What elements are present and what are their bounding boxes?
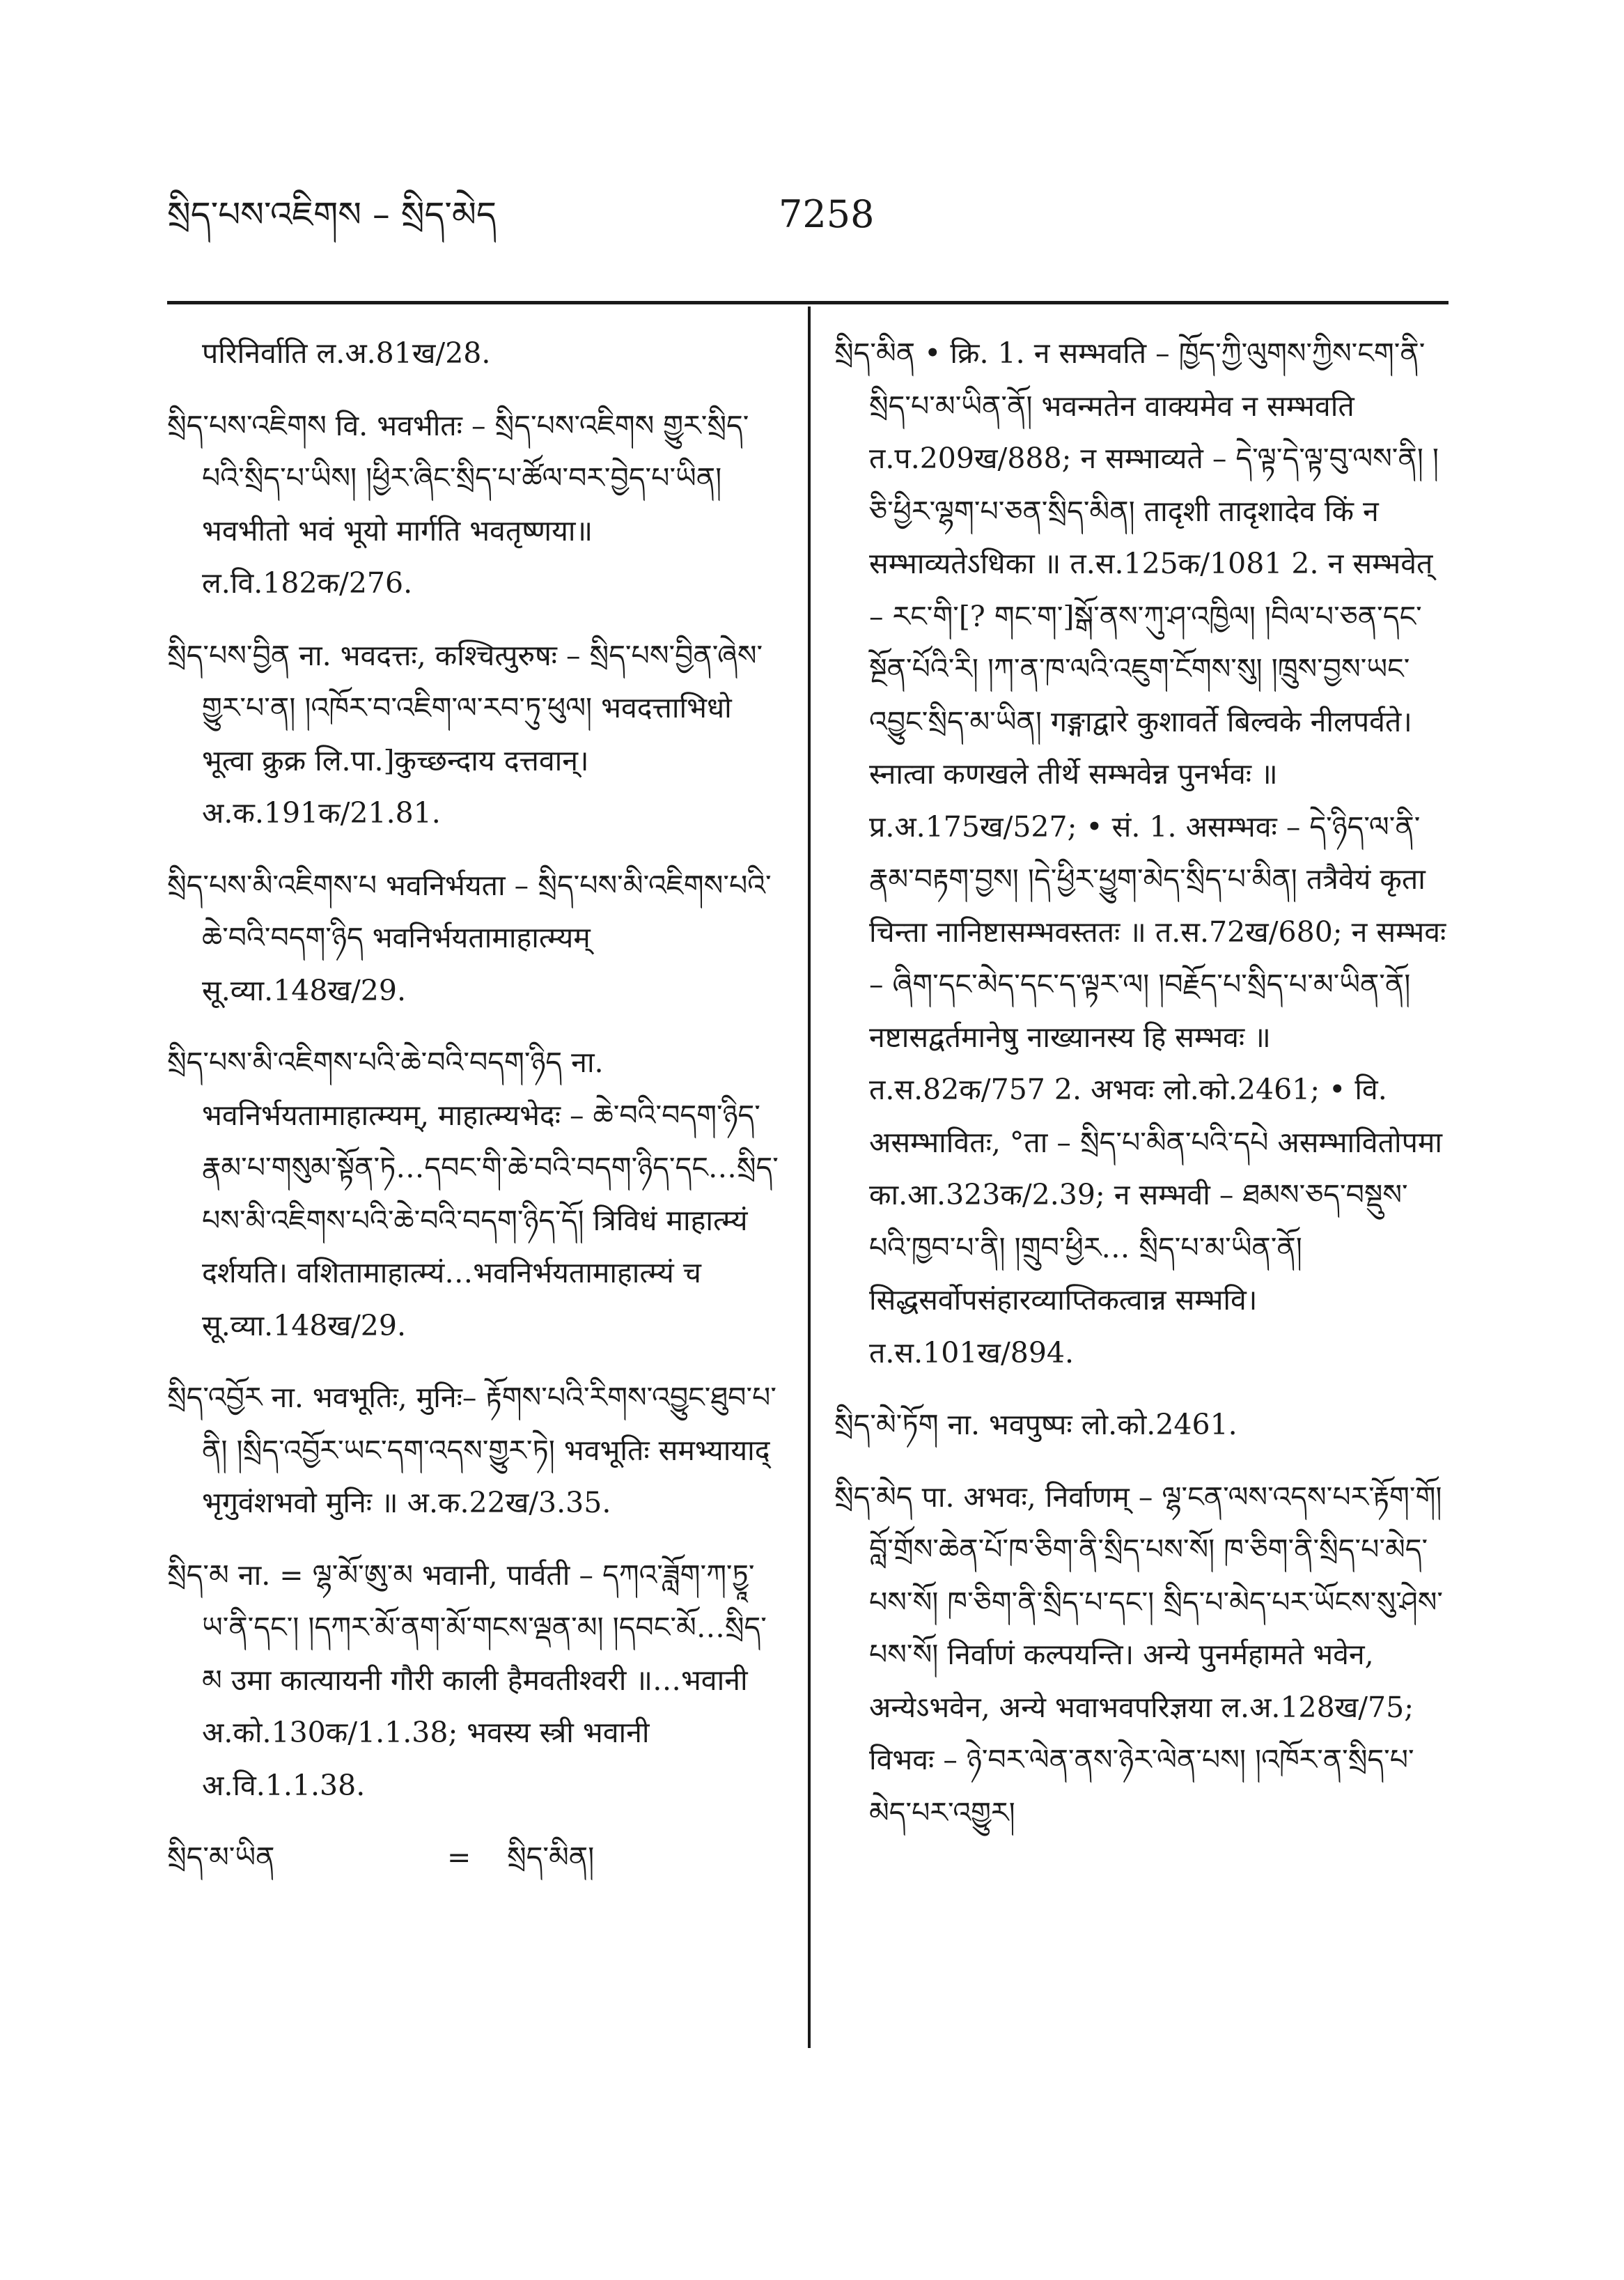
dictionary-entry: སྲིད་པས་མི་འཇིགས་པ भवनिर्भयता – སྲིད་པས་མི་འཇིགས་པའི་ཆེ་བའི་བདག་ཉིད भवनिर्भयतामाहात्म्यम् सू.व्या.148ख/29.	[167, 868, 772, 1007]
left-column	[167, 327, 780, 1884]
dictionary-entry: སྲིད་འབྱོར ना. भवभूतिः, मुनिः– རྟོགས་པའི་རིགས་འབྱུང་ཐུབ་པ་ནི། །སྲིད་འབྱོར་ཡང་དག་འདས་གྱུར་ཏེ། भवभूतिः समभ्यायाद् भृगुवंशभवो मुनिः ॥ अ.क.22ख/3.35.	[167, 1381, 776, 1519]
dictionary-entry: སྲིད་མེད पा. अभवः, निर्वाणम् – ལྷ་ངན་ལས་འདས་པར་རྟོག་གོ། བློ་གྲོས་ཆེན་པོ་ཁ་ཅིག་ནི་སྲིད་པས་སོ། ཁ་ཅིག་ནི་སྲིད་པ་མེད་པས་སོ། ཁ་ཅིག་ནི་སྲིད་པ་དང་། སྲིད་པ་མེད་པར་ཡོངས་སུ་ཤེས་པས་སོ། निर्वाणं कल्पयन्ति। अन्ये पुनर्महामते भवेन, अन्येऽभवेन, अन्ये भवाभवपरिज्ञया ल.अ.128ख/75; विभवः – ཉེ་བར་ལེན་ནས་ཉེར་ལེན་པས། །འཁོར་ན་སྲིད་པ་མེད་པར་འགྱུར།	[834, 1480, 1444, 1829]
dictionary-entry: སྲིད་མེ་ཏོག ना. भवपुष्पः लो.को.2461.	[834, 1408, 1237, 1441]
dictionary-entry: སྲིད་པས་མི་འཇིགས་པའི་ཆེ་བའི་བདག་ཉིད ना. भवनिर्भयतामाहात्म्यम्, माहात्म्यभेदः – ཆེ་བའི་བདག་ཉིད་རྣམ་པ་གསུམ་སྟོན་ཏེ…དབང་གི་ཆེ་བའི་བདག་ཉིད་དང…སྲིད་པས་མི་འཇིགས་པའི་ཆེ་བའི་བདག་ཉིད་དོ། त्रिविधं माहात्म्यं दर्शयति। वशितामाहात्म्यं…भवनिर्भयतामाहात्म्यं च सू.व्या.148ख/29.	[167, 1046, 779, 1342]
header-rule	[167, 301, 1449, 304]
cross-reference-target: སྲིད་མིན།	[507, 1840, 595, 1874]
cross-reference-entry	[167, 1831, 780, 1884]
running-head: སྲིད་པས་འཇིགས – སྲིད་མེད	[167, 194, 497, 235]
entry-continuation: परिनिर्वाति ल.अ.81ख/28.	[202, 336, 491, 370]
dictionary-entry: སྲིད་མ ना. = ལྷ་མོ་ཨུ་མ भवानी, पार्वती – དཀའ་ཟློག་ཀ་ཏྱཱ་ཡ་ནི་དང་། །དཀར་མོ་ནག་མོ་གངས་ལྡན་མ། །དབང་མོ…སྲིད་མ उमा कात्यायनी गौरी काली हैमवतीश्वरी ॥…भवानी अ.को.130क/1.1.38; भवस्य स्त्री भवानी अ.वि.1.1.38.	[167, 1558, 767, 1802]
page-header	[167, 187, 1449, 242]
dictionary-entry: སྲིད་པས་འཇིགས वि. भवभीतः – སྲིད་པས་འཇིགས གྱུར་སྲིད་པའི་སྲིད་པ་ཡིས། །ཕྱིར་ཞིང་སྲིད་པ་ཚོལ་བར་བྱེད་པ་ཡིན། भवभीतो भवं भूयो मार्गति भवतृष्णया॥ ल.वि.182क/276.	[167, 408, 749, 600]
cross-reference-term: སྲིད་མ་ཡིན	[167, 1840, 275, 1874]
dictionary-entry: སྲིད་པས་བྱིན ना. भवदत्तः, कश्चित्पुरुषः – སྲིད་པས་བྱིན་ཞེས་གྱུར་པ་ན། །འཁོར་བ་འཇིག་ལ་རབ་ཏུ་ཕུལ། भवदत्ताभिधो भूत्वा क्रुक्र लि.पा.]कुच्छन्दाय दत्तवान्। अ.क.191क/21.81.	[167, 638, 763, 830]
right-column	[834, 327, 1449, 1859]
equals-sign: =	[447, 1840, 471, 1874]
dictionary-entry: སྲིད་མིན • क्रि. 1. न सम्भवति – ཁྱོད་ཀྱི་ལུགས་ཀྱིས་ངག་ནི་སྲིད་པ་མ་ཡིན་ནོ། भवन्मतेन वाक्यमेव न सम्भवति त.प.209ख/888; न सम्भाव्यते – དེ་ལྟ་དེ་ལྟ་བུ་ལས་ནི། །ཅི་ཕྱིར་ལྷག་པ་ཅན་སྲིད་མིན། तादृशी तादृशादेव किं न सम्भाव्यतेऽधिका ॥ त.स.125क/1081 2. न सम्भवेत् – རང་གི་[? གང་ག་]སྒོ་ནས་ཀུ་ཤ་འཁྱིལ། །བིལ་པ་ཅན་དང་སྔོན་པོའི་རི། །ཀ་ན་ཁ་ལའི་འཇུག་ངོགས་སུ། །ཁྲུས་བྱས་ཡང་འབྱུང་སྲིད་མ་ཡིན། गङ्गाद्वारे कुशावर्ते बिल्वके नीलपर्वते। स्नात्वा कणखले तीर्थे सम्भवेन्न पुनर्भवः ॥ प्र.अ.175ख/527; • सं. 1. असम्भवः – དེ་ཉིད་ལ་ནི་རྣམ་བརྟག་བྱས། །དེ་ཕྱིར་ཕྱུག་མེད་སྲིད་པ་མིན། तत्रैवेयं कृता चिन्ता नानिष्टासम्भवस्ततः ॥ त.स.72ख/680; न सम्भवः – ཞིག་དང་མེད་དང་ད་ལྟར་ལ། །བརྗོད་པ་སྲིད་པ་མ་ཡིན་ནོ། नष्टासद्वर्तमानेषु नाख्यानस्य हि सम्भवः ॥ त.स.82क/757 2. अभवः लो.को.2461; • वि. असम्भावितः, °ता – སྲིད་པ་མིན་པའི་དཔེ असम्भावितोपमा का.आ.323क/2.39; न सम्भवी – ཐམས་ཅད་བསྡུས་པའི་ཁྱབ་པ་ནི། །གྲུབ་ཕྱིར… སྲིད་པ་མ་ཡིན་ནོ། सिद्धसर्वोपसंहारव्याप्तिकत्वान्न सम्भवि। त.स.101ख/894.	[834, 336, 1446, 1370]
page-number: 7258	[779, 192, 875, 236]
column-divider	[808, 307, 811, 2048]
